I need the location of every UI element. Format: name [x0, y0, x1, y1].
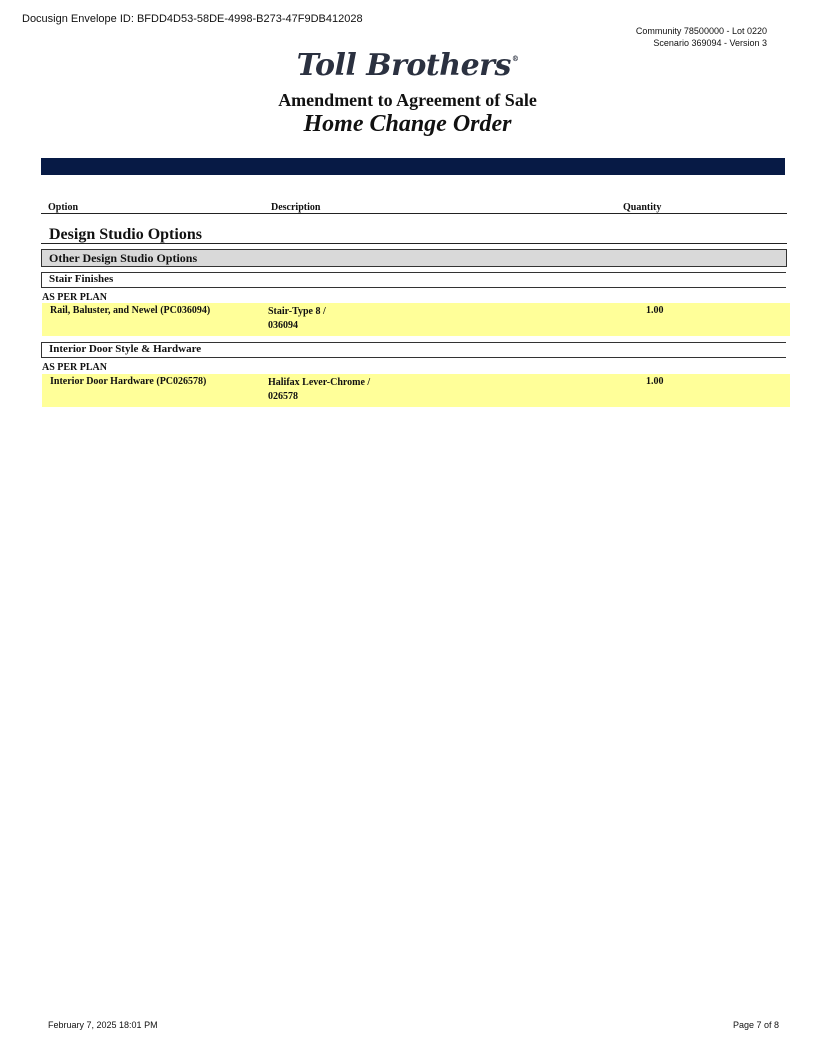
- category-header-stair-finishes: [41, 272, 786, 288]
- description-line: Halifax Lever-Chrome /: [268, 377, 371, 388]
- logo-text: Toll Brothers: [296, 48, 511, 83]
- column-header-description: Description: [271, 202, 321, 213]
- scenario-line: Scenario 369094 - Version 3: [653, 38, 767, 48]
- document-subtitle: Home Change Order: [303, 111, 512, 137]
- group-label: AS PER PLAN: [42, 292, 108, 303]
- table-row: [42, 374, 790, 407]
- envelope-id: Docusign Envelope ID: BFDD4D53-58DE-4998-B273-47F9DB412028: [22, 13, 363, 25]
- registered-mark: ®: [511, 54, 519, 63]
- community-line: Community 78500000 - Lot 0220: [635, 26, 767, 36]
- option-cell: Rail, Baluster, and Newel (PC036094): [50, 305, 211, 316]
- page-number: Page 7 of 8: [732, 1020, 779, 1030]
- subsection-title: Other Design Studio Options: [49, 251, 198, 265]
- footer-date: February 7, 2025 18:01 PM: [48, 1020, 158, 1030]
- description-cell: [268, 376, 370, 404]
- toll-brothers-logo: [0, 48, 815, 83]
- subsection-header: [41, 249, 787, 267]
- section-title: Design Studio Options: [49, 226, 202, 243]
- category-header-interior-door: [41, 342, 786, 358]
- description-code: 026578: [268, 391, 298, 402]
- quantity-cell: 1.00: [646, 305, 664, 316]
- document-title: Amendment to Agreement of Sale: [278, 90, 537, 110]
- description-code: 036094: [268, 320, 298, 331]
- group-label: AS PER PLAN: [42, 362, 108, 373]
- description-line: Stair-Type 8 /: [268, 306, 326, 317]
- column-header-divider: [41, 213, 787, 214]
- column-header-option: Option: [48, 202, 79, 213]
- option-cell: Interior Door Hardware (PC026578): [50, 376, 207, 387]
- category-title: Stair Finishes: [49, 273, 114, 285]
- description-cell: [268, 305, 326, 333]
- category-title: Interior Door Style & Hardware: [49, 343, 202, 355]
- table-row: [42, 303, 790, 336]
- header-bar: [41, 158, 785, 175]
- community-info: [636, 25, 767, 49]
- column-header-quantity: Quantity: [623, 202, 662, 213]
- section-divider: [41, 243, 787, 244]
- quantity-cell: 1.00: [646, 376, 664, 387]
